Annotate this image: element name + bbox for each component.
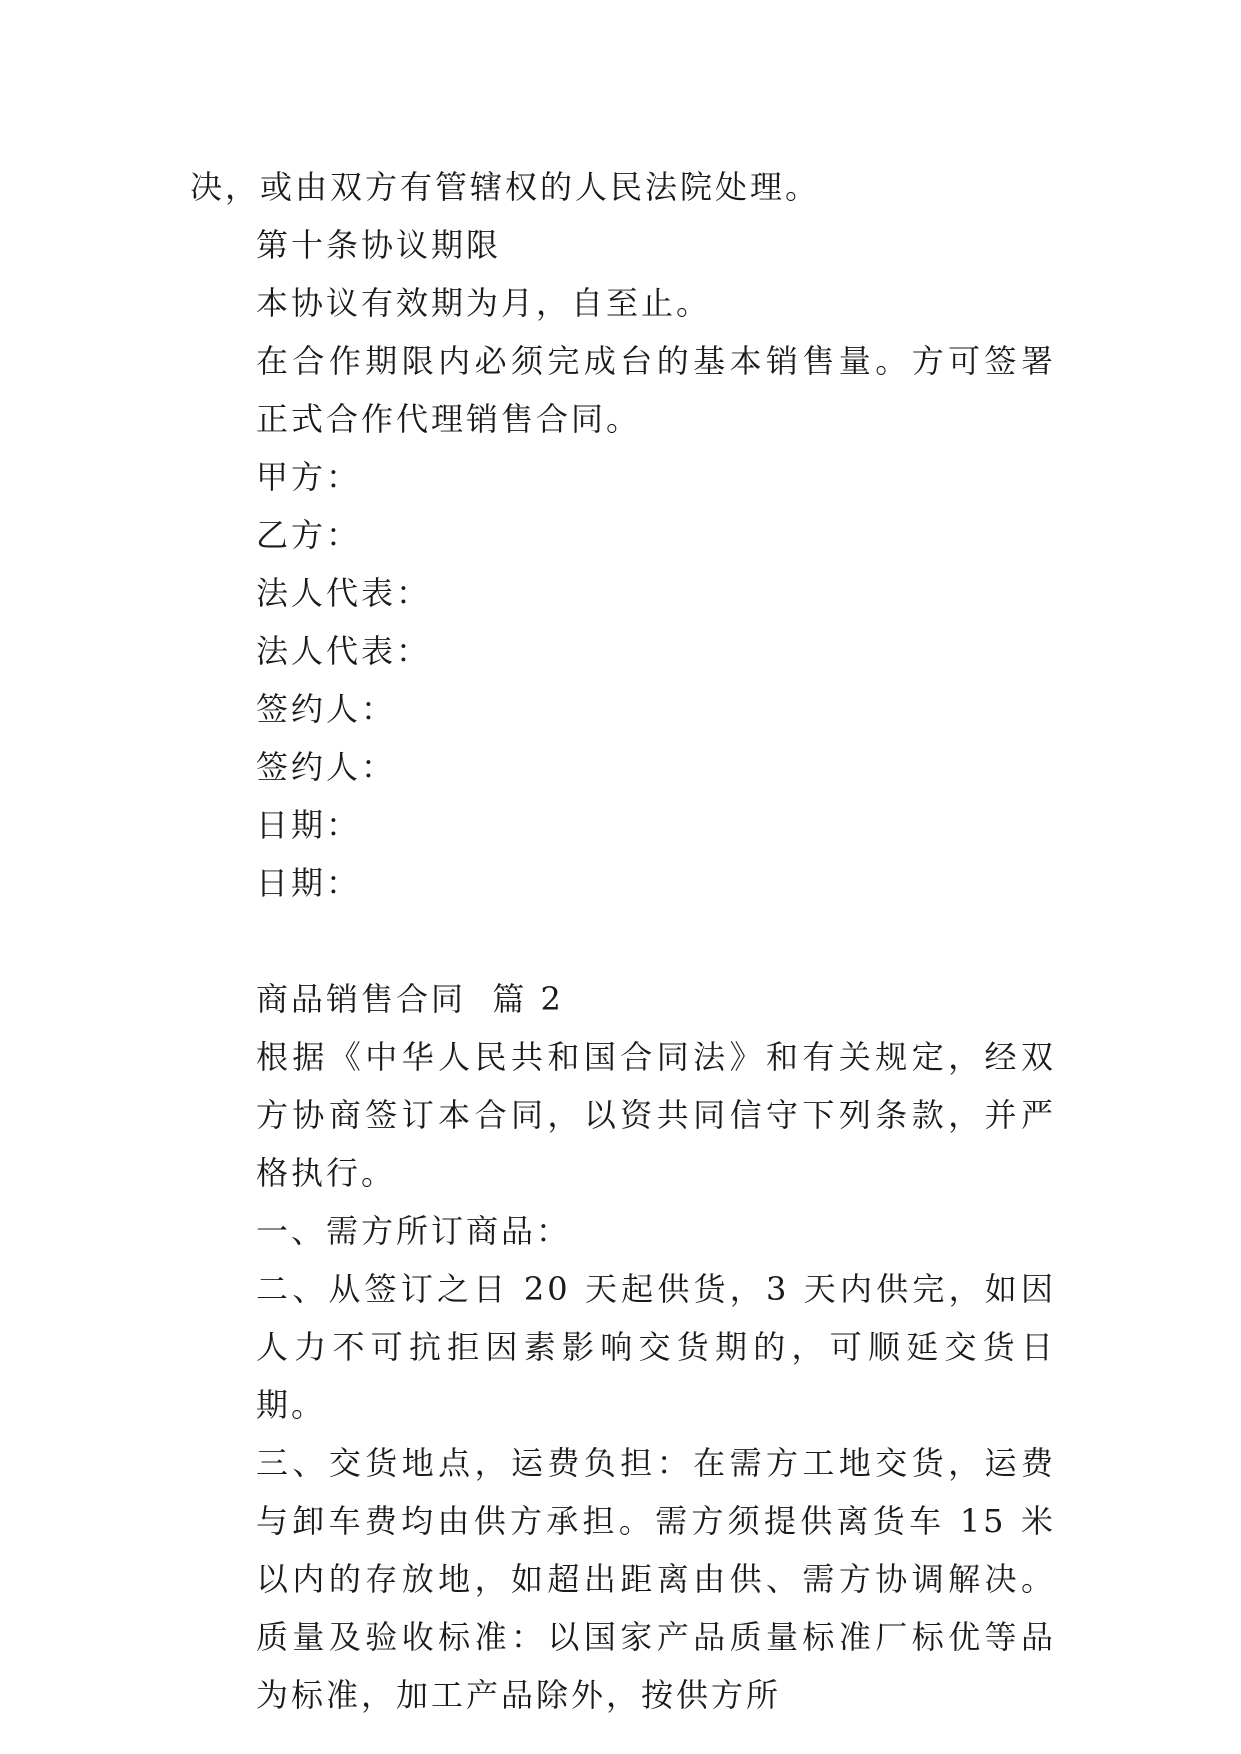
section-gap xyxy=(190,912,1056,970)
clause-1: 一、需方所订商品： xyxy=(256,1212,572,1250)
signature-party-b: 乙方： xyxy=(256,516,362,554)
clause-2: 二、从签订之日 20 天起供货，3 天内供完，如因人力不可抗拒因素影响交货期的，可顺延交货日期。 xyxy=(256,1270,1056,1424)
signature-legal-rep-a: 法人代表： xyxy=(256,574,432,612)
signature-date-a: 日期： xyxy=(256,806,362,844)
signature-signer-a: 签约人： xyxy=(256,690,397,728)
article-heading: 第十条协议期限 xyxy=(256,226,502,264)
paragraph-continuation: 决，或由双方有管辖权的人民法院处理。 xyxy=(190,168,821,206)
clause-3: 三、交货地点，运费负担：在需方工地交货，运费与卸车费均由供方承担。需方须提供离货车 15 米以内的存放地，如超出距离由供、需方协调解决。质量及验收标准：以国家产品质量标准厂标优等品为标准，加工产品除外，按供方所 xyxy=(256,1444,1056,1714)
paragraph-term: 本协议有效期为月，自至止。 xyxy=(256,284,712,322)
document-body xyxy=(190,158,1056,1724)
signature-signer-b: 签约人： xyxy=(256,748,397,786)
signature-legal-rep-b: 法人代表： xyxy=(256,632,432,670)
signature-date-b: 日期： xyxy=(256,864,362,902)
paragraph-preamble: 根据《中华人民共和国合同法》和有关规定，经双方协商签订本合同，以资共同信守下列条款，并严格执行。 xyxy=(256,1038,1056,1192)
paragraph-sales-target: 在合作期限内必须完成台的基本销售量。方可签署正式合作代理销售合同。 xyxy=(256,342,1056,438)
signature-party-a: 甲方： xyxy=(256,458,362,496)
section-heading: 商品销售合同 篇 2 xyxy=(256,980,564,1018)
